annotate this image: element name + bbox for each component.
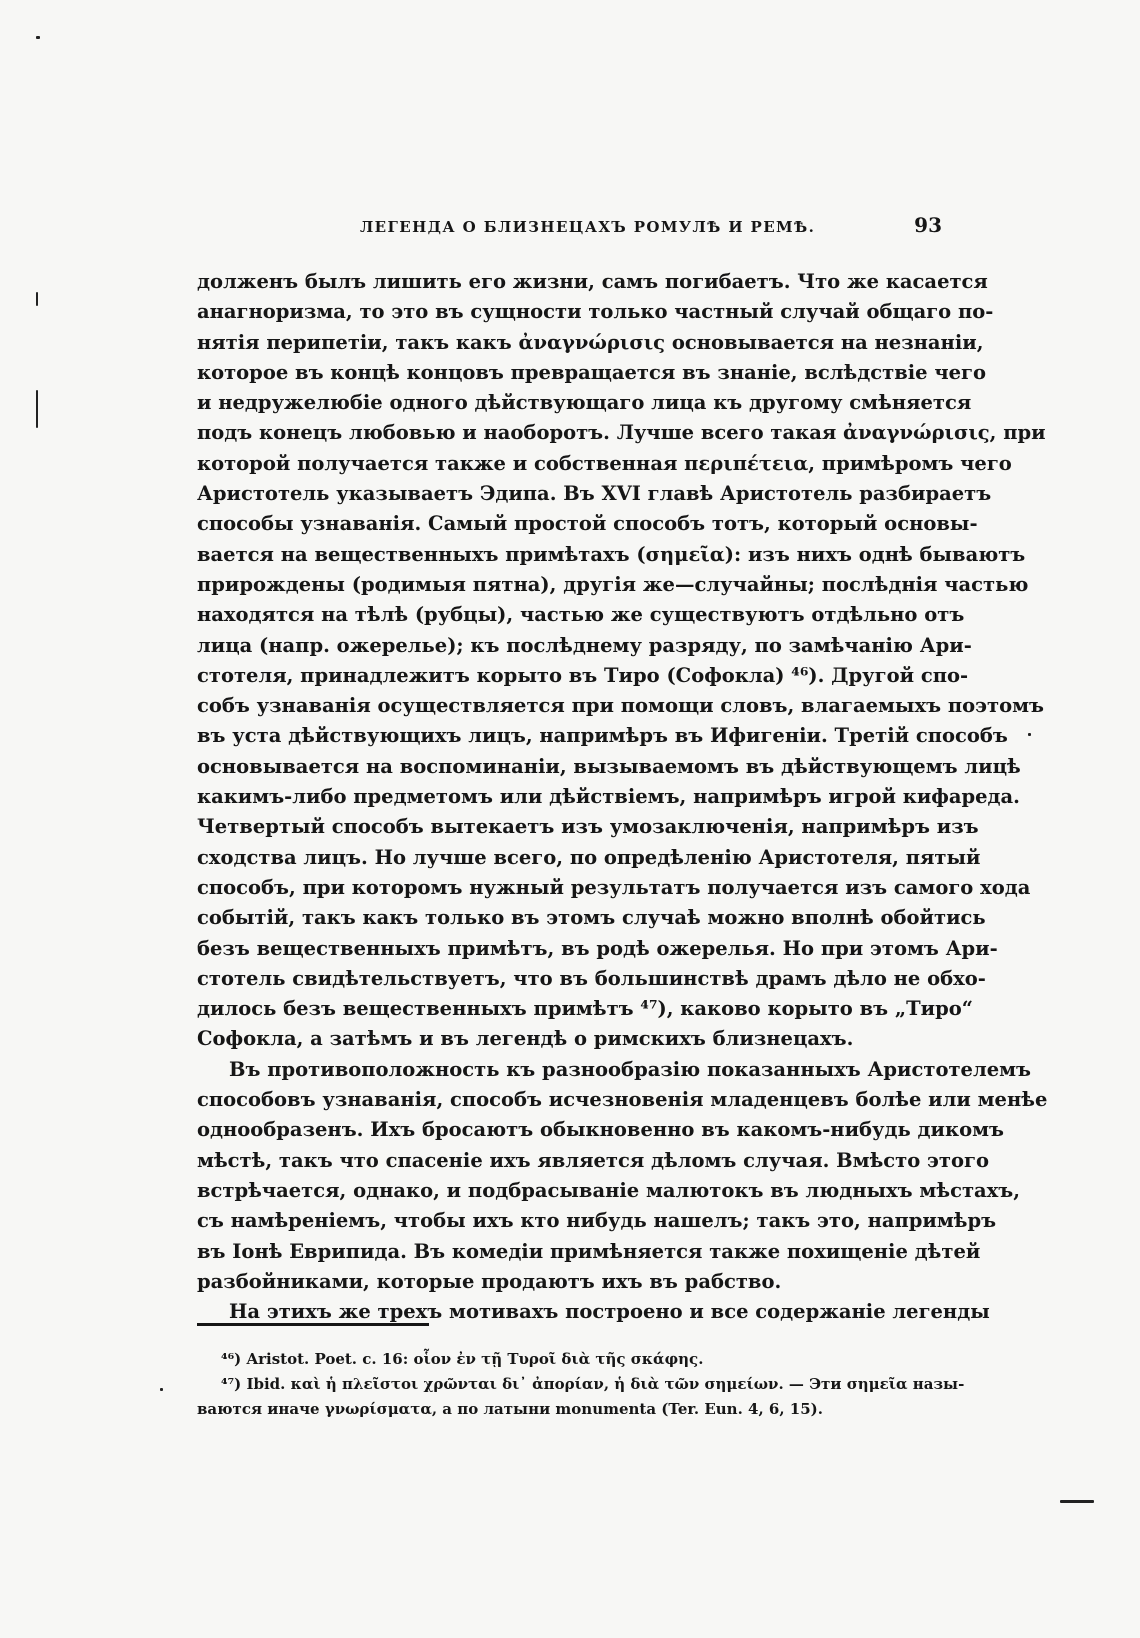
text-line: Софокла, а затѣмъ и въ легендѣ о римскихъ близнецахъ. bbox=[197, 1027, 854, 1051]
scan-speck bbox=[36, 36, 40, 39]
text-line: способовъ узнаванія, способъ исчезновенія младенцевъ болѣе или менѣе bbox=[197, 1088, 1048, 1112]
scan-speck bbox=[36, 390, 38, 428]
text-line: встрѣчается, однако, и подбрасываніе малютокъ въ людныхъ мѣстахъ, bbox=[197, 1178, 1021, 1202]
footnote-divider bbox=[197, 1323, 429, 1326]
text-line: разбойниками, которые продаютъ ихъ въ рабство. bbox=[197, 1269, 782, 1293]
text-line: подъ конецъ любовью и наоборотъ. Лучше всего такая ἀναγνώρισις, при bbox=[197, 421, 1046, 445]
text-line: Четвертый способъ вытекаетъ изъ умозаключенія, напримѣръ изъ bbox=[197, 815, 979, 839]
text-line: какимъ-либо предметомъ или дѣйствіемъ, напримѣръ игрой кифареда. bbox=[197, 785, 1020, 809]
footnotes bbox=[197, 1347, 965, 1422]
text-line: прирождены (родимыя пятна), другія же—случайны; послѣднія частью bbox=[197, 572, 1029, 596]
footnote-line: ⁴⁶) Aristot. Poet. c. 16: οἷον ἐν τῇ Τυροῖ διὰ τῆς σκάφης. bbox=[221, 1350, 704, 1368]
footnote-47 bbox=[197, 1372, 965, 1422]
text-line: и недружелюбіе одного дѣйствующаго лица къ другому смѣняется bbox=[197, 391, 972, 415]
text-line: въ уста дѣйствующихъ лицъ, напримѣръ въ Ифигеніи. Третій способъ bbox=[197, 724, 1008, 748]
text-line: нятія перипетіи, такъ какъ ἀναγνώρισις основывается на незнаніи, bbox=[197, 330, 984, 354]
text-line: однообразенъ. Ихъ бросаютъ обыкновенно въ какомъ-нибудь дикомъ bbox=[197, 1118, 1005, 1142]
running-title: ЛЕГЕНДА О БЛИЗНЕЦАХЪ РОМУЛѢ И РЕМѢ. bbox=[360, 218, 816, 236]
text-line: сходства лицъ. Но лучше всего, по опредѣленію Аристотеля, пятый bbox=[197, 845, 981, 869]
text-line: лица (напр. ожерелье); къ послѣднему разряду, по замѣчанію Ари- bbox=[197, 633, 972, 657]
footnote-line: ⁴⁷) Ibid. καὶ ἡ πλεῖστοι χρῶνται δι᾽ ἀπορίαν, ἡ διὰ τῶν σημείων. — Эти σημεῖα назы- bbox=[221, 1375, 965, 1393]
text-line: въ Іонѣ Еврипида. Въ комедіи примѣняется также похищеніе дѣтей bbox=[197, 1239, 981, 1263]
text-line: анагноризма, то это въ сущности только частный случай общаго по- bbox=[197, 300, 994, 324]
text-line: Въ противоположность къ разнообразію показанныхъ Аристотелемъ bbox=[229, 1057, 1031, 1081]
footnote-46 bbox=[197, 1347, 942, 1372]
text-line: съ намѣреніемъ, чтобы ихъ кто нибудь нашелъ; такъ это, напримѣръ bbox=[197, 1209, 997, 1233]
text-line: событій, такъ какъ только въ этомъ случаѣ можно вполнѣ обойтись bbox=[197, 906, 986, 930]
text-line: мѣстѣ, такъ что спасеніе ихъ является дѣломъ случая. Вмѣсто этого bbox=[197, 1148, 989, 1172]
text-line: безъ вещественныхъ примѣтъ, въ родѣ ожерелья. Но при этомъ Ари- bbox=[197, 936, 998, 960]
text-line: находятся на тѣлѣ (рубцы), частью же существуютъ отдѣльно отъ bbox=[197, 603, 965, 627]
text-line: дилось безъ вещественныхъ примѣтъ ⁴⁷), каково корыто въ „Тиро“ bbox=[197, 997, 973, 1021]
text-line: основывается на воспоминаніи, вызываемомъ въ дѣйствующемъ лицѣ bbox=[197, 754, 1021, 778]
text-line: Аристотель указываетъ Эдипа. Въ XVI главѣ Аристотель разбираетъ bbox=[197, 482, 992, 506]
text-line: собъ узнаванія осуществляется при помощи словъ, влагаемыхъ поэтомъ bbox=[197, 694, 1044, 718]
page-header bbox=[197, 213, 942, 240]
text-line: долженъ былъ лишить его жизни, самъ погибаетъ. Что же касается bbox=[197, 270, 988, 293]
text-line: способъ, при которомъ нужный результатъ получается изъ самого хода bbox=[197, 875, 1031, 899]
text-line: стотеля, принадлежитъ корыто въ Тиро (Софокла) ⁴⁶). Другой спо- bbox=[197, 663, 969, 687]
footnote-line: ваются иначе γνωρίσματα, а по латыни monumenta (Ter. Eun. 4, 6, 15). bbox=[197, 1400, 823, 1418]
text-line: вается на вещественныхъ примѣтахъ (σημεῖα): изъ нихъ однѣ бываютъ bbox=[197, 542, 1026, 566]
page-number: 93 bbox=[914, 213, 942, 237]
text-line: которой получается также и собственная περιπέτεια, примѣромъ чего bbox=[197, 451, 1012, 475]
text-line: способы узнаванія. Самый простой способъ тотъ, который основы- bbox=[197, 512, 978, 536]
scan-speck bbox=[160, 1388, 163, 1391]
scan-speck bbox=[36, 292, 38, 306]
text-line: стотель свидѣтельствуетъ, что въ большинствѣ драмъ дѣло не обхо- bbox=[197, 966, 986, 990]
paragraph-1 bbox=[197, 267, 1046, 1055]
text-line: На этихъ же трехъ мотивахъ построено и все содержаніе легенды bbox=[229, 1300, 990, 1324]
text-line: которое въ концѣ концовъ превращается въ знаніе, вслѣдствіе чего bbox=[197, 360, 987, 384]
scan-speck bbox=[1060, 1500, 1094, 1503]
paragraph-2 bbox=[197, 1055, 1048, 1297]
body-text bbox=[197, 267, 1048, 1327]
scan-speck bbox=[1028, 733, 1031, 736]
